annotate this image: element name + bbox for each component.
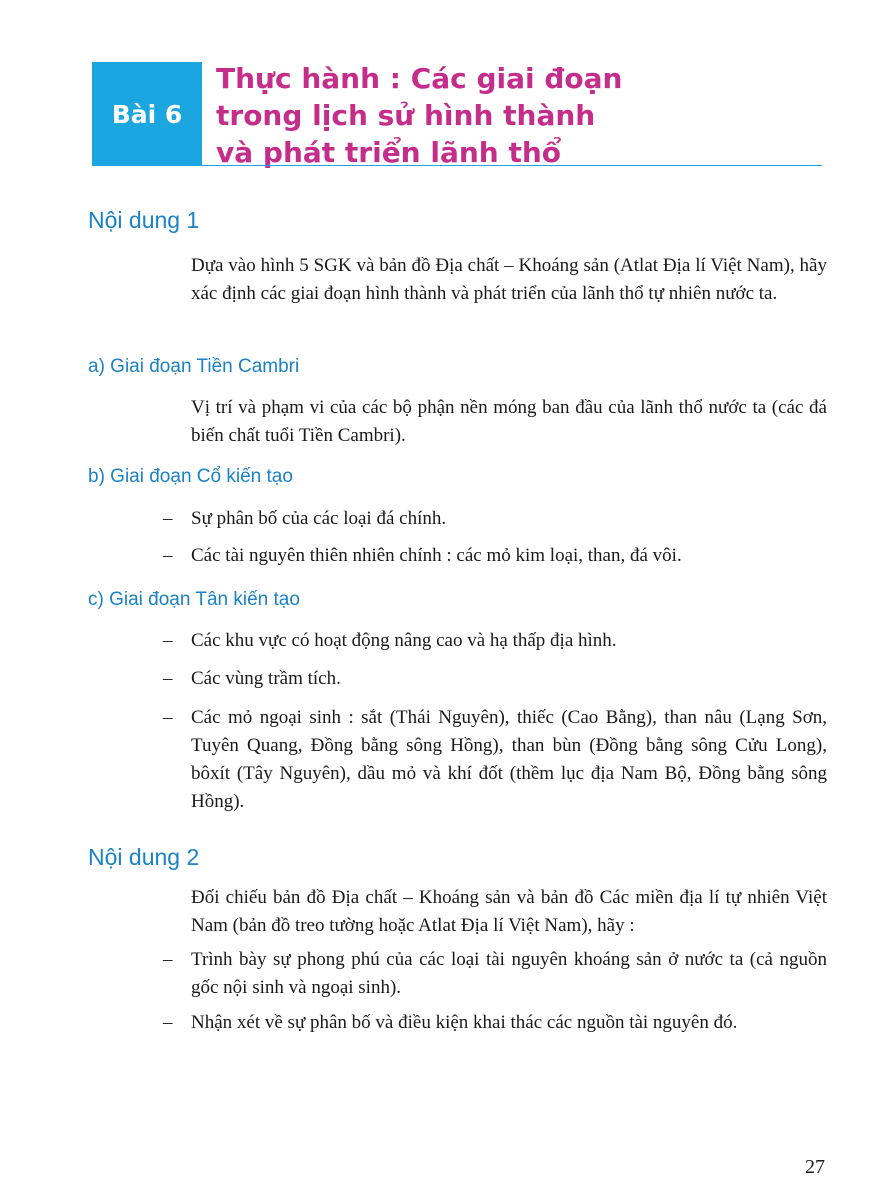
lesson-title-line: và phát triển lãnh thổ: [216, 136, 562, 169]
bullet-dash: –: [163, 949, 173, 970]
bullet-dash: –: [163, 508, 173, 529]
bullet-text: Các khu vực có hoạt động nâng cao và hạ thấp địa hình.: [191, 630, 617, 651]
stage-c-bullet: [163, 627, 827, 655]
page-number: 27: [805, 1156, 825, 1178]
title-divider: [202, 165, 822, 166]
content-2-intro: Đối chiếu bản đồ Địa chất – Khoáng sản và bản đồ Các miền địa lí tự nhiên Việt Nam (bản đồ treo tường hoặc Atlat Địa lí Việt Nam), hãy :: [191, 887, 827, 936]
bullet-dash: –: [163, 545, 173, 566]
bullet-dash: –: [163, 707, 173, 728]
lesson-label: Bài 6: [92, 62, 202, 166]
stage-b-bullet: [163, 505, 827, 533]
bullet-text: Các vùng trầm tích.: [191, 668, 341, 689]
bullet-text: Nhận xét về sự phân bố và điều kiện khai thác các nguồn tài nguyên đó.: [191, 1012, 738, 1033]
stage-a-text: Vị trí và phạm vi của các bộ phận nền móng ban đầu của lãnh thổ nước ta (các đá biến chất tuổi Tiền Cambri).: [191, 397, 827, 446]
bullet-dash: –: [163, 630, 173, 651]
content-1-intro: Dựa vào hình 5 SGK và bản đồ Địa chất – Khoáng sản (Atlat Địa lí Việt Nam), hãy xác định các giai đoạn hình thành và phát triển của lãnh thổ tự nhiên nước ta.: [191, 255, 827, 304]
content-2-bullet: [163, 946, 827, 1002]
stage-c-bullet: [163, 665, 827, 693]
stage-c-bullet: [163, 704, 827, 816]
stage-b-bullet: [163, 542, 827, 570]
stage-c-heading: c) Giai đoạn Tân kiến tạo: [88, 589, 300, 610]
bullet-text: Các tài nguyên thiên nhiên chính : các mỏ kim loại, than, đá vôi.: [191, 545, 682, 566]
bullet-dash: –: [163, 1012, 173, 1033]
content-2-bullet: [163, 1009, 827, 1037]
bullet-text: Các mỏ ngoại sinh : sắt (Thái Nguyên), thiếc (Cao Bằng), than nâu (Lạng Sơn, Tuyên Quang, Đồng bằng sông Hồng), than bùn (Đồng bằng sông Cửu Long), bôxít (Tây Nguyên), dầu mỏ và khí đốt (thềm lục địa Nam Bộ, Đồng bằng sông Hồng).: [191, 707, 827, 812]
content-1-heading: Nội dung 1: [88, 207, 200, 233]
content-2-heading: Nội dung 2: [88, 844, 200, 870]
lesson-title: [216, 60, 816, 171]
lesson-title-line: Thực hành : Các giai đoạn: [216, 62, 623, 95]
bullet-text: Sự phân bố của các loại đá chính.: [191, 508, 447, 529]
bullet-text: Trình bày sự phong phú của các loại tài nguyên khoáng sản ở nước ta (cả nguồn gốc nội sinh và ngoại sinh).: [191, 949, 827, 998]
bullet-dash: –: [163, 668, 173, 689]
stage-a-heading: a) Giai đoạn Tiền Cambri: [88, 356, 300, 377]
stage-b-heading: b) Giai đoạn Cổ kiến tạo: [88, 466, 293, 487]
lesson-title-line: trong lịch sử hình thành: [216, 99, 596, 132]
